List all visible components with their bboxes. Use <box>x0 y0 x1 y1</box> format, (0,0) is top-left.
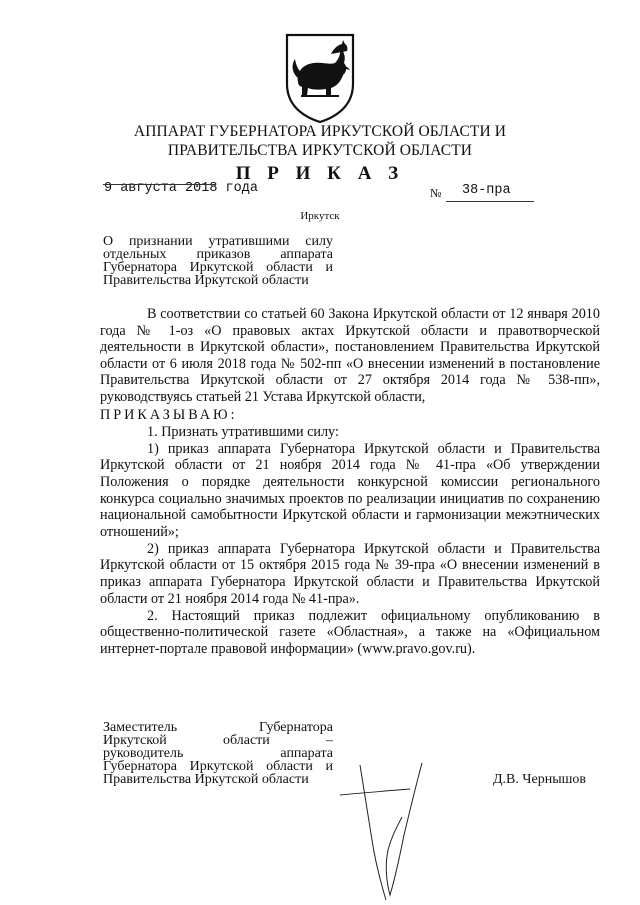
document-city: Иркутск <box>300 210 340 222</box>
subject-line: Правительства Иркутской области <box>103 273 309 288</box>
order-item-1: 1. Признать утратившими силу: <box>147 423 339 440</box>
coat-of-arms-icon <box>281 32 359 124</box>
order-item-1-2: 2) приказ аппарата Губернатора Иркутской области и Правительства Иркутской области от 15 октября 2015 года № 39-пра «О внесении изменений в приказ аппарата Губернатора Иркутской области и Правительства Иркутской области от 21 ноября 2014 года № 41-пра». <box>100 540 600 607</box>
signer-name: Д.В. Чернышов <box>493 772 586 787</box>
subject-line: отдельных приказов аппарата <box>103 247 333 262</box>
signatory-line: Иркутской области – <box>103 733 333 748</box>
signatory-line: Губернатора Иркутской области и <box>103 759 333 774</box>
order-word: ПРИКАЗЫВАЮ: <box>100 406 238 423</box>
organization-line-2: ПРАВИТЕЛЬСТВА ИРКУТСКОЙ ОБЛАСТИ <box>167 142 473 159</box>
handwritten-signature <box>330 755 440 905</box>
order-item-1-1: 1) приказ аппарата Губернатора Иркутской области и Правительства Иркутской области от 21 ноября 2014 года № 41-пра «Об утверждении Положения о порядке деятельности конкурсной комиссии регионального конкурса социально значимых проектов по реализации инициатив по сохранению национальной самобытности Иркутской области и гармонизации межэтнических отношений»; <box>100 440 600 540</box>
date-underline <box>103 184 215 185</box>
signatory-position <box>103 721 333 786</box>
subject-line: Губернатора Иркутской области и <box>103 260 333 275</box>
signatory-line: руководитель аппарата <box>103 746 333 761</box>
preamble-paragraph: В соответствии со статьей 60 Закона Иркутской области от 12 января 2010 года № 1-оз «О правовых актах Иркутской области и правотворческой деятельности в Иркутской области», постановлением Правительства Иркутской области от 6 июля 2018 года № 502-пп «О внесении изменений в постановление Правительства Иркутской области от 27 октября 2014 года № 538-пп», руководствуясь статьей 21 Устава Иркутской области, <box>100 306 600 405</box>
number-underline <box>446 201 534 202</box>
document-subject <box>103 235 333 287</box>
subject-line: О признании утратившими силу <box>103 234 333 249</box>
organization-line-1: АППАРАТ ГУБЕРНАТОРА ИРКУТСКОЙ ОБЛАСТИ И <box>133 123 507 140</box>
document-date: 9 августа 2018 года <box>104 181 258 196</box>
signatory-line: Заместитель Губернатора <box>103 720 333 735</box>
signatory-line: Правительства Иркутской области <box>103 772 309 787</box>
document-body <box>100 306 600 658</box>
order-item-2: 2. Настоящий приказ подлежит официальному опубликованию в общественно-политической газете «Областная», а также на «Официальном интернет-портале правовой информации» (www.pravo.gov.ru). <box>100 607 600 657</box>
document-number: 38-пра <box>462 183 511 198</box>
document-title: П Р И К А З <box>235 163 405 184</box>
organization-name <box>60 122 580 160</box>
number-sign: № <box>430 186 442 200</box>
